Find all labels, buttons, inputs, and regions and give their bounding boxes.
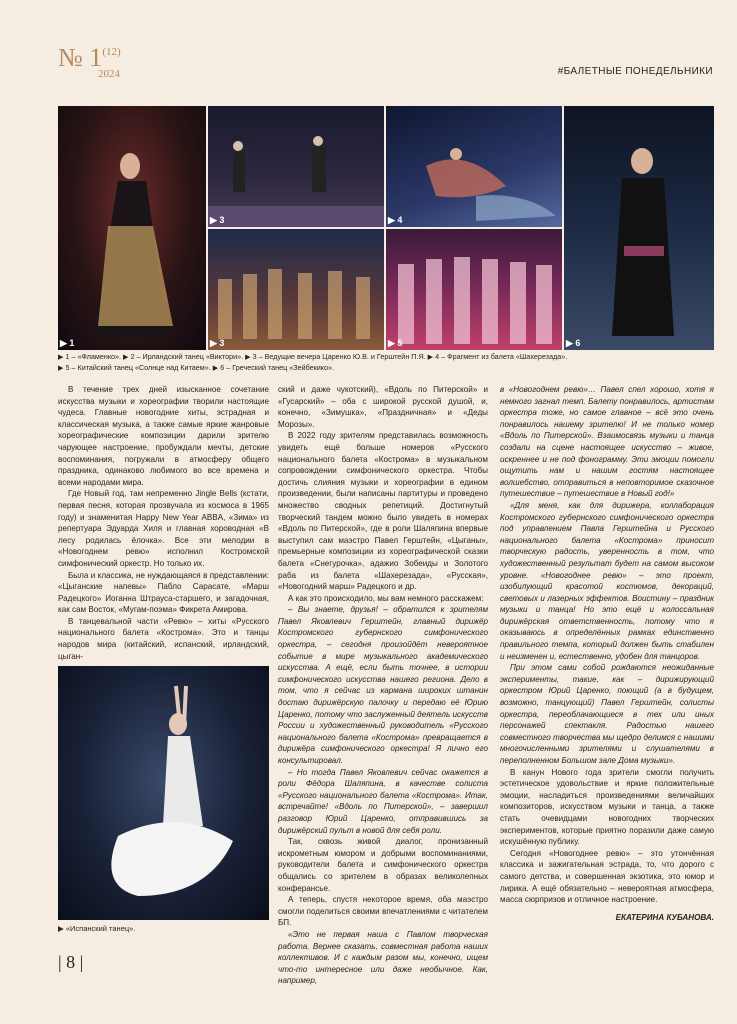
- photo-flamenco: [58, 106, 206, 350]
- photo-label: ▶ 3: [210, 215, 225, 225]
- quote-paragraph: При этом сами собой рождаются неожиданные эксперименты, такие, как – дирижирующий оркестром Юрий Царенко, поющий (а в будущем, возможно, танцующий) Павел Герштейн, солисты оркестра, переоблачающиеся в тех или иных персонажей спектакля. Радостью нашего совместного творчества мы щедро делимся с нашими многочисленными зрителями и слушателями в переполненном Большом зале Дома музыки».: [500, 663, 714, 765]
- photo-spanish-dance: [58, 666, 269, 920]
- paragraph: Была и классика, не нуждающаяся в представлении: «Цыганские напевы» Пабло Сарасате, «Марш Радецкого» Иоганна Штрауса-старшего, и загадочная, как сам Восток, «Мугам-поэма» Фикрета Амирова.: [58, 570, 269, 615]
- photo-irish-dance: [208, 106, 384, 227]
- issue-no: № 1: [58, 43, 103, 72]
- page-number: | 8 |: [58, 952, 84, 972]
- quote-paragraph: – Но тогда Павел Яковлевич сейчас окажется в роли Фёдора Шаляпина, в качестве солиста «Русского национального балета «Кострома». Итак, встречайте! «Вдоль по Питерской», – завершил разговор Юрий Царенко, отправившись за дирижёрский пульт в новой для себя роли.: [278, 767, 488, 835]
- photo-caption: [58, 352, 718, 373]
- paragraph: В канун Нового года зрители смогли получить эстетическое удовольствие и яркие положительные эмоции, насладиться произведениями величайших композиторов, искусством музыки и танца, а также стать очевидцами новогодних творческих экспериментов, которые приятно поразили даже самую искушённую публику.: [500, 767, 714, 847]
- issue-sub: (12): [102, 46, 121, 58]
- caption-line: ▶ 5 – Китайский танец «Солнце над Китаем». ▶ 6 – Греческий танец «Зейбекико».: [58, 362, 335, 372]
- dancer-figure-icon: [564, 106, 714, 350]
- paragraph: В танцевальной части «Ревю» – хиты «Русского национального балета «Кострома». Это и танцы народов мира (китайский, испанский, ирландский, цыган-: [58, 616, 269, 661]
- quote-paragraph: в «Новогоднем ревю»… Павел спел хорошо, хотя я немного загнал темп. Балету понравилось, артистам оркестра тоже, но самое главное – всё это очень понравилось нашему зрителю! И не только номер «Вдоль по Питерской». Взаимосвязь музыки и танца создали на сцене настоящее искусство – живое, искреннее и не под фонограмму. Эти эмоции помогли ощутить нам и нашим гостям настоящее волшебство, отправиться в неповторимое сказочное путешествие – путешествие в Новый год!»: [500, 385, 714, 499]
- dancers-row-icon: [386, 229, 562, 350]
- paragraph: В 2022 году зрителям представилась возможность увидеть ещё больше номеров «Русского национального балета «Кострома» в музыкальном сопровождении симфонического оркестра. Чтобы достичь слияния музыки и хореографии в едином произведении, были написаны партитуры и проведено множество сводных репетиций. Достигнутый творческий тандем можно было увидеть в номерах «Вдоль по Питерской», где в роли Шаляпина впервые выступил сам маэстро Павел Герштейн, «Цыганы», премьерные композиции из хореографической сказки балета «Снегурочка», адажио Зобеиды и Золотого раба из балета «Шахерезада», «Русская», «Новогодний марш» Радецкого и др.: [278, 431, 488, 592]
- photo-label: ▶ 3: [210, 338, 225, 348]
- photo-sheherazade: [386, 106, 562, 227]
- paragraph: А как это происходило, мы вам немного расскажем:: [288, 593, 484, 603]
- quote-paragraph: «Для меня, как для дирижера, коллаборация Костромского губернского симфонического оркестра под управлением Павла Герштейна и Русского национального балета «Кострома» приносит творческую радость, уверенность в том, что художественный результат будет на самом высоком уровне. «Новогоднее ревю» – это проект, изобилующий красотой костюмов, декораций, световых и лазерных эффектов. Воистину – праздник музыки и танца! Но это ещё и колоссальная дирижёрская ответственность, потому что я оказываюсь в определённых рамках единственно правильного темпа, который должен быть стабилен и неизменен и, естественно, удобен для танцоров.: [500, 500, 714, 661]
- quote-paragraph: – Вы знаете, друзья! – обратился к зрителям Павел Яковлевич Герштейн, главный дирижёр Костромского губернского симфонического оркестра, – сегодня произойдёт невероятное событие в мире музыкального академического искусства. А ещё, если быть точнее, в истории симфонического искусства нашего региона. Дело в том, что я сейчас из кармана широких штанин достаю дирижёрскую палочку и передаю её Юрию Царенко, потому что заслуженный деятель искусств России и художественный руководитель «Русского национального балета «Кострома» превращается в дирижёра симфонического оркестра! Я лично его консультировал.: [278, 605, 488, 765]
- photo-zeibekiko: [564, 106, 714, 350]
- text-column-2: [278, 384, 488, 987]
- photo-label: ▶ 4: [388, 215, 403, 225]
- text-column-1: [58, 384, 269, 662]
- issue-number: [58, 43, 121, 80]
- paragraph: А теперь, спустя некоторое время, оба маэстро смогли поделиться своими впечатлениями с читателем БП.: [278, 895, 488, 928]
- dancer-figure-icon: [58, 106, 206, 350]
- photo-chinese-dance: [386, 229, 562, 350]
- paragraph: Где Новый год, там непременно Jingle Bells (кстати, первая песня, которая прозвучала из космоса в 1965 году) и знаменитая Happy New Year ABBA, «Зима» из репертуара Эдуарда Хиля и главная хороводная «В лесу родилась ёлочка». Все эти мелодии в «Новогоднем ревю» исполнил Костромской симфонический оркестр. Но только их.: [58, 489, 269, 568]
- paragraph: В течение трех дней изысканное сочетание искусства музыки и хореографии творили настоящие чудеса. Главные новогодние хиты, эстрадная и классическая музыка, а также самые яркие жанровые хореографические композиции дарили зрителю чарующее настроение, пробуждали мечты, детские воспоминания, погружали в атмосферу общего праздника, одинаково любимого во все времена и всеми народами мира.: [58, 385, 269, 487]
- dancer-pair-icon: [386, 106, 562, 227]
- dancer-figure-icon: [58, 666, 269, 920]
- photo-label: ▶ 5: [388, 338, 403, 348]
- caption-line: ▶ 1 – «Фламенко». ▶ 2 – Ирландский танец «Виктори». ▶ 3 – Ведущие вечера Царенко Ю.В. и Герштейн П.Я. ▶ 4 – Фрагмент из балета «Шахерезада».: [58, 352, 568, 361]
- issue-year: 2024: [98, 68, 120, 80]
- quote-paragraph: «Это не первая наша с Павлом творческая работа. Вернее сказать, совместная работа наших коллективов. И с каждым разом мы, конечно, ищем что-то интересное или даже необычное. Как, например,: [278, 929, 488, 986]
- stage-icon: [208, 106, 384, 227]
- crowd-icon: [208, 229, 384, 350]
- rubric: #БАЛЕТНЫЕ ПОНЕДЕЛЬНИКИ: [557, 66, 713, 77]
- paragraph: Сегодня «Новогоднее ревю» – это утончённая классика и зажигательная эстрада, то, что дорого с самого детства, и совершенная экзотика, это юмор и лирика. А ещё обязательно – невероятная атмосфера, масса сюрпризов и отличное настроение.: [500, 848, 714, 905]
- photo-label: ▶ 6: [566, 338, 581, 348]
- text-column-3: [500, 384, 714, 923]
- paragraph: Так, сквозь живой диалог, пронизанный искрометным юмором и добрыми воспоминаниями, руководители балета и симфонического оркестра общались со зрителем в образах великолепных конферансье.: [278, 837, 488, 893]
- photo-hosts: [208, 229, 384, 350]
- spanish-dance-caption: ▶ «Испанский танец».: [58, 924, 136, 933]
- paragraph: ский и даже чукотский), «Вдоль по Питерской» и «Гусарский» – оба с широкой русской душой, и, конечно, «Зимушка», «Праздничная» и «Деды Морозы».: [278, 385, 488, 429]
- author-signature: ЕКАТЕРИНА КУБАНОВА.: [615, 912, 714, 922]
- photo-label: ▶ 1: [60, 338, 75, 348]
